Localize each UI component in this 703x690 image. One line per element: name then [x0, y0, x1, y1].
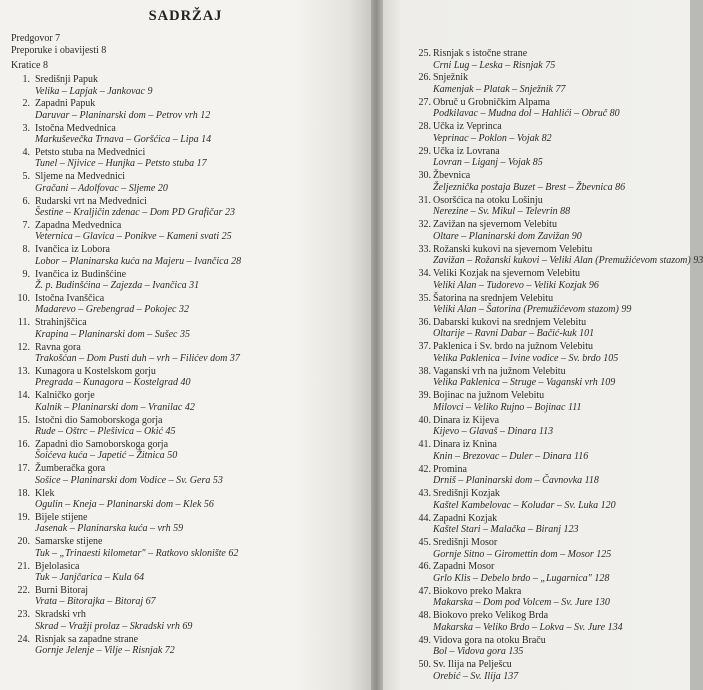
entry-route: Kamenjak – Platak – Snježnik	[433, 83, 553, 95]
front-matter-title: Preporuke i obavijesti	[11, 45, 99, 56]
entry-route: Željeznička postaja Buzet – Brest – Žbevnica	[433, 181, 613, 193]
page-number: 113	[538, 426, 554, 438]
page-number: 42	[184, 401, 195, 413]
entry-route-line	[433, 280, 599, 292]
entry-title: Vidova gora na otoku Braču	[433, 634, 546, 646]
page-number: 8	[101, 45, 107, 56]
entry-number: 38.	[418, 365, 431, 377]
entry-title: Veliki Kozjak na sjevernom Velebitu	[433, 268, 581, 280]
page-number: 111	[567, 401, 582, 413]
entry-route: Veliki Alan – Šatorina (Premužićevom stazom)	[433, 304, 619, 315]
entry-title: Burni Bitoraj	[35, 584, 89, 596]
entry-route-line	[433, 597, 610, 609]
page-number: 64	[134, 572, 145, 584]
entry-title: Strahinjščica	[35, 317, 87, 329]
entry-route: Ogulin – Kneja – Planinarski dom – Klek	[35, 499, 202, 511]
page-number: 137	[503, 670, 519, 682]
entry-number: 24.	[17, 633, 30, 645]
entry-route-line	[433, 133, 552, 145]
entry-route-line	[433, 108, 620, 120]
page-number: 123	[563, 524, 579, 536]
entry-number: 33.	[418, 243, 431, 255]
book-gutter	[371, 0, 383, 690]
page-number: 134	[607, 621, 623, 633]
entry-route-line	[35, 304, 189, 316]
entry-title: Kalničko gorje	[35, 390, 95, 402]
entry-route-line	[35, 207, 235, 219]
entry-route: Pregrada – Kunagora – Kostelgrad	[35, 377, 178, 389]
entry-title: Risnjak sa zapadne strane	[35, 633, 139, 645]
entry-number: 46.	[418, 561, 431, 573]
page-number: 31	[189, 280, 200, 292]
entry-number: 34.	[418, 268, 431, 280]
entry-title: Žumberačka gora	[35, 463, 106, 475]
entry-route: Lovran – Liganj – Vojak	[433, 157, 531, 169]
entry-route-line	[433, 549, 611, 561]
entry-route: Makarska – Veliko Brdo – Lokva – Sv. Jure	[433, 621, 606, 633]
entry-title: Središnji Kozjak	[433, 488, 500, 500]
entry-title: Samarske stijene	[35, 536, 103, 548]
entry-title: Šatorina na srednjem Velebitu	[433, 292, 554, 304]
entry-route-line	[35, 572, 144, 584]
entry-title: Bijele stijene	[35, 511, 88, 523]
entry-number: 28.	[418, 121, 431, 133]
entry-route-line	[35, 548, 238, 560]
entry-route: Veliki Alan – Tudorevo – Veliki Kozjak	[433, 279, 587, 291]
entry-number: 13.	[17, 365, 30, 377]
entry-route: Podkilavac – Mudna dol – Hahlići – Obruč	[433, 108, 608, 120]
entry-title: Zavižan na sjevernom Velebitu	[433, 219, 557, 231]
entry-route-line	[35, 475, 223, 487]
page-number: 116	[574, 450, 589, 462]
entry-number: 48.	[418, 610, 431, 622]
entry-title: Dinara iz Knina	[433, 439, 497, 451]
entry-route-line	[433, 500, 616, 512]
entry-route-line	[35, 377, 190, 389]
entry-number: 45.	[418, 537, 431, 548]
entry-route-line	[433, 255, 703, 267]
entry-route-line	[35, 450, 177, 462]
entry-route: Velika Paklenica – Ivine vodice – Sv. brdo	[433, 352, 601, 364]
entry-route: Šestine – Kraljičin zdenac – Dom PD Grafičar	[35, 207, 223, 219]
entry-number: 20.	[17, 536, 30, 548]
entry-title: Osoršćica na otoku Lošinju	[433, 194, 543, 206]
entry-route: Tunel – Njivice – Hunjka – Petsto stuba	[35, 158, 195, 170]
entry-title: Istočna Medvednica	[35, 122, 116, 134]
entry-route-line	[35, 280, 199, 292]
entry-route: Krapina – Planinarski dom – Sušec	[35, 328, 178, 340]
entry-route-line	[433, 475, 599, 487]
entry-route-line	[35, 134, 211, 146]
entry-title: Klek	[35, 487, 55, 499]
entry-route-line	[35, 621, 192, 633]
page-number: 40	[180, 377, 191, 389]
entry-title: Bojinac na južnom Velebitu	[433, 390, 545, 402]
entry-route-line	[433, 671, 518, 683]
entry-route: Skrad – Vražji prolaz – Skradski vrh	[35, 620, 180, 632]
entry-number: 15.	[17, 414, 30, 426]
entry-number: 43.	[418, 488, 431, 500]
entry-route-line	[433, 573, 609, 585]
entry-number: 22.	[17, 584, 30, 596]
entry-route: Ž. p. Budinšćina – Zajezda – Ivančica	[35, 280, 187, 292]
entry-route: Daruvar – Planinarski dom – Petrov vrh	[35, 109, 198, 121]
entry-route: Kalnik – Planinarski dom – Vranilac	[35, 401, 183, 413]
entry-route: Markuševečka Trnava – Goršćica – Lipa	[35, 134, 199, 146]
page-number: 50	[167, 450, 178, 462]
entry-title: Kunagora u Kostelskom gorju	[35, 365, 156, 377]
entry-route: Šoićeva kuća – Japetić – Žitnica	[35, 450, 165, 462]
entry-route: Velika Paklenica – Struge – Vaganski vrh	[433, 377, 598, 389]
entry-route: Kaštel Stari – Malačka – Biranj	[433, 524, 562, 536]
entry-title: Skradski vrh	[35, 609, 86, 621]
front-matter-title: Predgovor	[11, 33, 53, 44]
entry-route-line	[433, 304, 631, 316]
entry-number: 44.	[418, 512, 431, 524]
entry-number: 17.	[17, 463, 30, 475]
entry-number: 8.	[22, 244, 30, 256]
page-number: 20	[157, 182, 168, 194]
page-number: 88	[560, 206, 571, 218]
entry-number: 37.	[418, 341, 431, 353]
entry-title: Ivančica iz Lobora	[35, 244, 110, 256]
entry-number: 49.	[418, 634, 431, 646]
page-number: 25	[221, 231, 232, 243]
entry-route-line	[35, 645, 175, 657]
entry-route: Vrata – Bitorajka – Bitoraj	[35, 596, 144, 608]
entry-number: 39.	[418, 390, 431, 402]
entry-route-line	[35, 402, 195, 414]
page-number: 59	[173, 523, 184, 535]
entry-title: Zapadni Mosor	[433, 561, 495, 573]
page-number: 9	[147, 85, 153, 97]
entry-route-line	[35, 158, 207, 170]
entry-number: 11.	[17, 317, 30, 329]
entry-route: Madarevo – Grebengrad – Pokojec	[35, 304, 177, 316]
entry-number: 23.	[17, 609, 30, 621]
entry-route-line	[35, 256, 241, 268]
entry-number: 1.	[22, 74, 30, 85]
entry-title: Dinara iz Kijeva	[433, 414, 500, 426]
front-matter-item	[11, 33, 60, 45]
entry-title: Istočni dio Samoborskoga gorja	[35, 414, 163, 426]
entry-title: Ravna gora	[35, 341, 81, 353]
entry-route: Kijevo – Glavaš – Dinara	[433, 426, 537, 438]
entry-number: 35.	[418, 292, 431, 304]
front-matter-item	[11, 60, 48, 72]
page-number: 118	[584, 475, 599, 487]
entry-route: Knin – Brezovac – Duler – Dinara	[433, 450, 572, 462]
entry-route-line	[433, 451, 588, 463]
entry-route: Kaštel Kambelovac – Koludar – Sv. Luka	[433, 499, 599, 511]
entry-title: Biokovo preko Velikog Brda	[433, 610, 549, 622]
entry-route: Velika – Lapjak – Jankovac	[35, 85, 145, 97]
entry-route-line	[35, 231, 232, 243]
page-number: 85	[532, 157, 543, 169]
entry-title: Učka iz Lovrana	[433, 145, 500, 157]
entry-number: 31.	[418, 194, 431, 206]
page-title: SADRŽAJ	[148, 8, 223, 24]
entry-title: Žbevnica	[433, 170, 471, 182]
entry-route: Drniš – Planinarski dom – Čavnovka	[433, 475, 583, 487]
entry-route-line	[433, 182, 625, 194]
front-matter-item	[11, 45, 106, 57]
page-number: 135	[508, 646, 524, 658]
entry-title: Paklenica i Sv. brdo na južnom Velebitu	[433, 341, 593, 353]
entry-route-line	[433, 84, 565, 96]
entry-route: Nerezine – Sv. Mikul – Televrin	[433, 206, 558, 218]
page-number: 105	[603, 352, 619, 364]
entry-route: Gornje Jelenje – Vilje – Risnjak	[35, 645, 163, 657]
entry-route: Grlo Klis – Debelo brdo – „Lugarnica"	[433, 572, 592, 584]
page-number: 32	[178, 304, 189, 316]
entry-number: 9.	[22, 268, 30, 280]
entry-route: Veprinac – Poklon – Vojak	[433, 132, 540, 144]
entry-route: Zavižan – Rožanski kukovi – Veliki Alan (Premužićevom stazom)	[433, 255, 691, 267]
page-number: 7	[55, 33, 61, 44]
entry-title: Rudarski vrt na Medvednici	[35, 195, 147, 207]
entry-number: 6.	[22, 195, 30, 207]
entry-route: Tuk – „Trinaesti kilometar" – Ratkovo sklonište	[35, 547, 226, 559]
page-number: 96	[588, 279, 599, 291]
page-number: 72	[164, 645, 175, 657]
page-number: 125	[596, 548, 612, 560]
page-number: 67	[145, 596, 156, 608]
entry-number: 19.	[17, 511, 30, 523]
entry-number: 16.	[17, 438, 30, 450]
entry-route: Crni Lug – Leska – Risnjak	[433, 59, 543, 71]
entry-route: Gračani – Adolfovac – Sljeme	[35, 182, 156, 194]
page-number: 37	[229, 353, 240, 365]
page-number: 109	[600, 377, 616, 389]
entry-number: 5.	[22, 171, 30, 183]
entry-route-line	[433, 353, 618, 365]
page-number: 35	[180, 328, 190, 340]
entry-number: 47.	[418, 585, 431, 597]
entry-number: 14.	[17, 390, 30, 402]
page-number: 62	[228, 547, 239, 559]
entry-route: Oltare – Planinarski dom Zavižan	[433, 230, 570, 242]
entry-number: 12.	[17, 341, 30, 353]
entry-title: Zapadna Medvednica	[35, 219, 122, 231]
page-number: 93	[693, 255, 703, 267]
entry-number: 10.	[17, 292, 30, 304]
entry-route: Sošice – Planinarski dom Vodice – Sv. Gera	[35, 474, 211, 486]
entry-number: 21.	[17, 560, 30, 572]
page-number: 99	[621, 304, 632, 315]
entry-route-line	[35, 183, 168, 195]
entry-number: 36.	[418, 316, 431, 328]
page-number: 77	[555, 83, 566, 95]
entry-title: Dabarski kukovi na srednjem Velebitu	[433, 316, 587, 328]
page-number: 75	[545, 59, 556, 71]
entry-title: Bjelolasica	[35, 560, 80, 572]
page-number: 86	[615, 181, 626, 193]
page-number: 12	[200, 109, 211, 121]
entry-route: Orebić – Sv. Ilija	[433, 670, 501, 682]
entry-title: Središnji Mosor	[433, 537, 498, 548]
entry-route: Makarska – Dom pod Volcem – Sv. Jure	[433, 597, 593, 609]
entry-route-line	[35, 353, 240, 365]
entry-route: Rude – Oštrc – Plešivica – Okić	[35, 426, 163, 438]
entry-number: 26.	[418, 72, 431, 84]
entry-number: 32.	[418, 219, 431, 231]
page-number: 14	[201, 134, 212, 146]
entry-title: Risnjak s istočne strane	[433, 48, 528, 59]
entry-title: Ivančica iz Budinšćine	[35, 268, 127, 280]
front-matter-title: Kratice	[11, 60, 41, 71]
page-number: 130	[594, 597, 610, 609]
entry-number: 40.	[418, 414, 431, 426]
entry-route-line	[35, 329, 190, 341]
entry-number: 29.	[418, 145, 431, 157]
entry-number: 3.	[22, 122, 30, 134]
entry-route: Veternica – Glavica – Ponikve – Kameni svati	[35, 231, 220, 243]
entry-route-line	[433, 377, 615, 389]
entry-route: Oltarije – Ravni Dabar – Bačić-kuk	[433, 328, 577, 340]
entry-title: Zapadni Kozjak	[433, 512, 498, 524]
entry-route-line	[433, 157, 543, 169]
page-number: 101	[579, 328, 595, 340]
entry-route-line	[433, 622, 623, 634]
page-number: 45	[165, 426, 176, 438]
entry-title: Petsto stuba na Medvednici	[35, 146, 146, 158]
entry-route: Trakošćan – Dom Pusti duh – vrh – Filićev dom	[35, 353, 228, 365]
entry-title: Središnji Papuk	[35, 74, 99, 85]
entry-route-line	[433, 60, 555, 72]
entry-route-line	[35, 86, 152, 98]
page-number: 69	[182, 620, 193, 632]
entry-number: 27.	[418, 96, 431, 108]
entry-route-line	[433, 402, 581, 414]
page-number: 53	[212, 474, 223, 486]
entry-route: Gornje Sitno – Giromettin dom – Mosor	[433, 548, 594, 560]
entry-route: Milovci – Veliko Rujno – Bojinac	[433, 401, 566, 413]
page-number: 90	[571, 230, 582, 242]
entry-title: Obruč u Grobničkim Alpama	[433, 96, 550, 108]
page-number: 17	[196, 158, 207, 170]
entry-title: Vaganski vrh na južnom Velebitu	[433, 365, 566, 377]
entry-route: Jasenak – Planinarska kuća – vrh	[35, 523, 171, 535]
right-page	[383, 0, 703, 690]
page-number: 80	[609, 108, 620, 120]
entry-number: 25.	[418, 48, 431, 59]
page-number: 56	[203, 499, 214, 511]
entry-route-line	[35, 110, 210, 122]
entry-number: 41.	[418, 439, 431, 451]
entry-route-line	[433, 426, 553, 438]
entry-title: Istočna Ivanščica	[35, 292, 105, 304]
entry-title: Zapadni dio Samoborskoga gorja	[35, 438, 169, 450]
page-number: 8	[42, 60, 48, 71]
entry-route-line	[433, 206, 570, 218]
page-number: 128	[594, 572, 610, 584]
entry-route-line	[35, 523, 183, 535]
page-number: 120	[600, 499, 616, 511]
entry-route: Lobor – Planinarska kuća na Majeru – Ivančica	[35, 255, 229, 267]
entry-number: 42.	[418, 463, 431, 475]
entry-title: Promina	[433, 463, 467, 475]
entry-route-line	[35, 596, 156, 608]
entry-number: 4.	[22, 146, 30, 158]
page-number: 82	[541, 132, 552, 144]
page-number: 23	[224, 207, 235, 219]
entry-number: 7.	[22, 219, 30, 231]
entry-number: 30.	[418, 170, 431, 182]
entry-title: Snježnik	[433, 72, 468, 84]
entry-route-line	[433, 328, 594, 340]
entry-route-line	[433, 231, 582, 243]
entry-route-line	[35, 426, 175, 438]
entry-title: Sv. Ilija na Pelješcu	[433, 659, 512, 671]
entry-number: 50.	[418, 659, 431, 671]
entry-title: Sljeme na Medvednici	[35, 171, 125, 183]
entry-title: Biokovo preko Makra	[433, 585, 522, 597]
entry-route: Bol – Vidova gora	[433, 646, 506, 658]
entry-route-line	[433, 646, 523, 658]
entry-number: 18.	[17, 487, 30, 499]
entry-route: Tuk – Janjčarica – Kula	[35, 572, 132, 584]
entry-title: Učka iz Veprinca	[433, 121, 502, 133]
entry-route-line	[35, 499, 214, 511]
entry-route-line	[433, 524, 579, 536]
page-number: 28	[231, 255, 242, 267]
entry-number: 2.	[22, 98, 30, 110]
entry-title: Zapadni Papuk	[35, 98, 96, 110]
entry-title: Rožanski kukovi na sjevernom Velebitu	[433, 243, 593, 255]
